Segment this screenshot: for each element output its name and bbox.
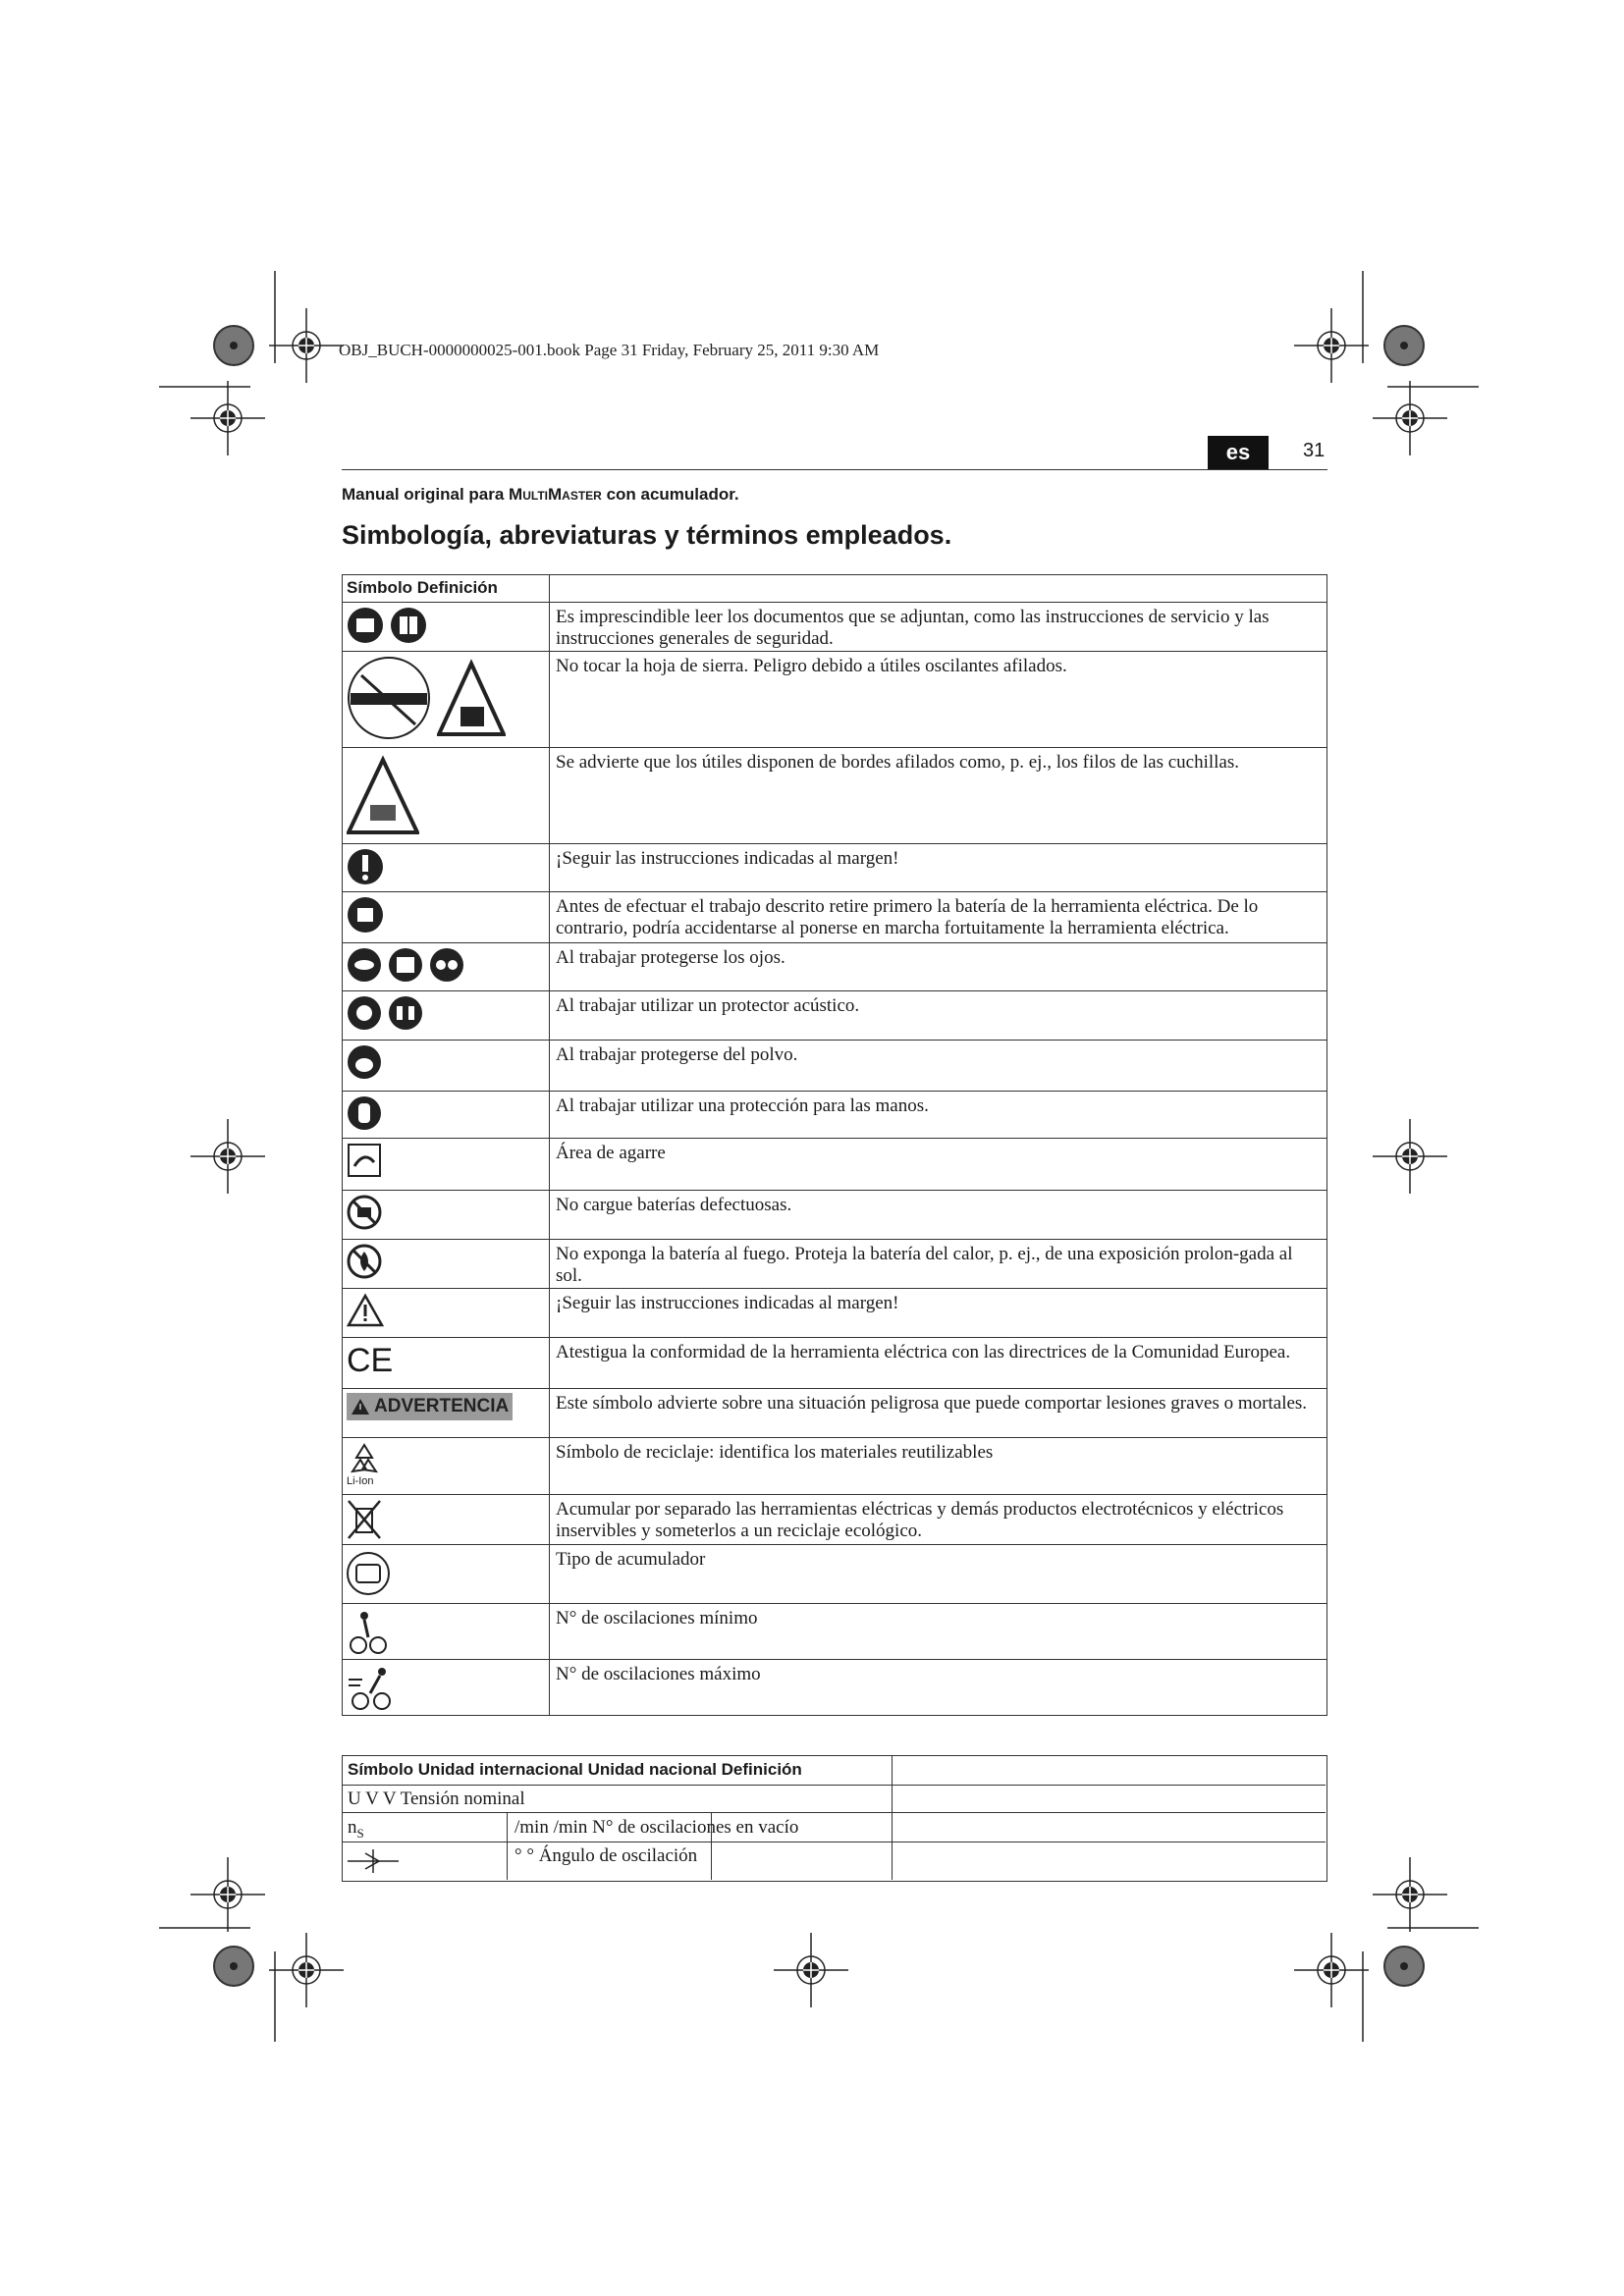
- units-table-header: Símbolo Unidad internacional Unidad nacional Definición: [348, 1760, 802, 1779]
- table-row: Al trabajar protegerse del polvo.: [343, 1041, 1327, 1092]
- page-title: Simbología, abreviaturas y términos empleados.: [342, 520, 952, 550]
- table-row: N° de oscilaciones máximo: [343, 1660, 1327, 1716]
- manual-subtitle: Manual original para MULTIMASTER con acumulador.: [342, 485, 739, 504]
- table-row: No cargue baterías defectuosas.: [343, 1191, 1327, 1240]
- table-row: Acumular por separado las herramientas eléctricas y demás productos electrotécnicos y eléctricos inservibles y someterlos a un reciclaje ecológico.: [343, 1495, 1327, 1545]
- symbols-table-header: Símbolo Definición: [343, 575, 550, 603]
- header-rule: [342, 469, 1327, 470]
- units-table: [342, 1755, 1327, 1882]
- units-row-speed-symbol: $n_S$: [348, 1817, 364, 1841]
- attention-blade-icon: [347, 656, 431, 740]
- units-row-voltage: U V V Tensión nominal: [348, 1789, 525, 1809]
- warning-triangle-blade-icon: [437, 656, 506, 740]
- table-row: ¡Seguir las instrucciones indicadas al margen!: [343, 844, 1327, 892]
- ear-muffs-icon: [388, 995, 423, 1031]
- table-row: CE Atestigua la conformidad de la herramienta eléctrica con las directrices de la Comunidad Europea.: [343, 1338, 1327, 1389]
- page-number: 31: [1303, 440, 1326, 461]
- warning-triangle-icon: [347, 1293, 384, 1328]
- table-row: ADVERTENCIA Este símbolo advierte sobre una situación peligrosa que puede comportar lesiones graves o mortales.: [343, 1389, 1327, 1438]
- table-row: Antes de efectuar el trabajo descrito retire primero la batería de la herramienta eléctrica. De lo contrario, podría accidentarse al ponerse en marcha fortuitamente la herramienta eléctrica.: [343, 892, 1327, 943]
- units-row-divider: [342, 1785, 1326, 1786]
- remove-battery-icon: [347, 896, 384, 934]
- language-badge: es: [1208, 436, 1269, 469]
- table-row: Li-Ion Símbolo de reciclaje: identifica los materiales reutilizables: [343, 1438, 1327, 1495]
- units-row-divider: [342, 1812, 1326, 1813]
- warning-triangle-small-icon: [351, 1398, 370, 1415]
- eye-protection-icon: [347, 947, 382, 983]
- ear-protection-icon: [347, 995, 382, 1031]
- advertencia-label: ADVERTENCIA: [347, 1393, 513, 1420]
- table-row: No tocar la hoja de sierra. Peligro debido a útiles oscilantes afilados.: [343, 652, 1327, 748]
- li-ion-recycling-icon: [347, 1442, 382, 1475]
- gloves-icon: [347, 1095, 382, 1131]
- battery-type-icon: [347, 1549, 390, 1598]
- slow-cyclist-icon: [347, 1608, 390, 1655]
- symbols-table: [342, 574, 1327, 1716]
- table-row: Área de agarre: [343, 1139, 1327, 1191]
- li-ion-label: Li-Ion: [347, 1475, 374, 1487]
- no-defective-battery-icon: [347, 1195, 382, 1230]
- read-manual-icon: [347, 607, 384, 644]
- ce-mark-icon: CE: [347, 1342, 394, 1379]
- no-fire-icon: [347, 1244, 382, 1279]
- units-col-divider: [892, 1755, 893, 1880]
- fast-cyclist-icon: [347, 1664, 398, 1711]
- table-row: ¡Seguir las instrucciones indicadas al margen!: [343, 1289, 1327, 1338]
- goggles-icon: [429, 947, 464, 983]
- table-row: Al trabajar protegerse los ojos.: [343, 943, 1327, 991]
- crossed-bin-icon: [347, 1499, 382, 1540]
- dust-mask-icon: [347, 1044, 382, 1080]
- sharp-edges-warning-icon: [347, 752, 419, 836]
- table-row: Al trabajar utilizar una protección para las manos.: [343, 1092, 1327, 1139]
- grip-area-icon: [347, 1143, 382, 1178]
- face-shield-icon: [388, 947, 423, 983]
- table-row: No exponga la batería al fuego. Proteja la batería del calor, p. ej., de una exposición prolon-gada al sol.: [343, 1240, 1327, 1289]
- oscillation-angle-icon: [346, 1847, 401, 1875]
- read-book-icon: [390, 607, 427, 644]
- units-col-divider: [507, 1812, 508, 1880]
- print-info-line: OBJ_BUCH-0000000025-001.book Page 31 Friday, February 25, 2011 9:30 AM: [339, 341, 880, 359]
- units-row-speed: /min /min N° de oscilaciones en vacío: [514, 1817, 799, 1838]
- table-row: Es imprescindible leer los documentos que se adjuntan, como las instrucciones de servicio y las instrucciones generales de seguridad.: [343, 603, 1327, 652]
- units-row-angle: ° ° Ángulo de oscilación: [514, 1845, 698, 1866]
- table-row: Tipo de acumulador: [343, 1545, 1327, 1604]
- table-row: N° de oscilaciones mínimo: [343, 1604, 1327, 1660]
- table-row: Al trabajar utilizar un protector acústico.: [343, 991, 1327, 1041]
- exclamation-icon: [347, 848, 384, 885]
- table-row: Se advierte que los útiles disponen de bordes afilados como, p. ej., los filos de las cuchillas.: [343, 748, 1327, 844]
